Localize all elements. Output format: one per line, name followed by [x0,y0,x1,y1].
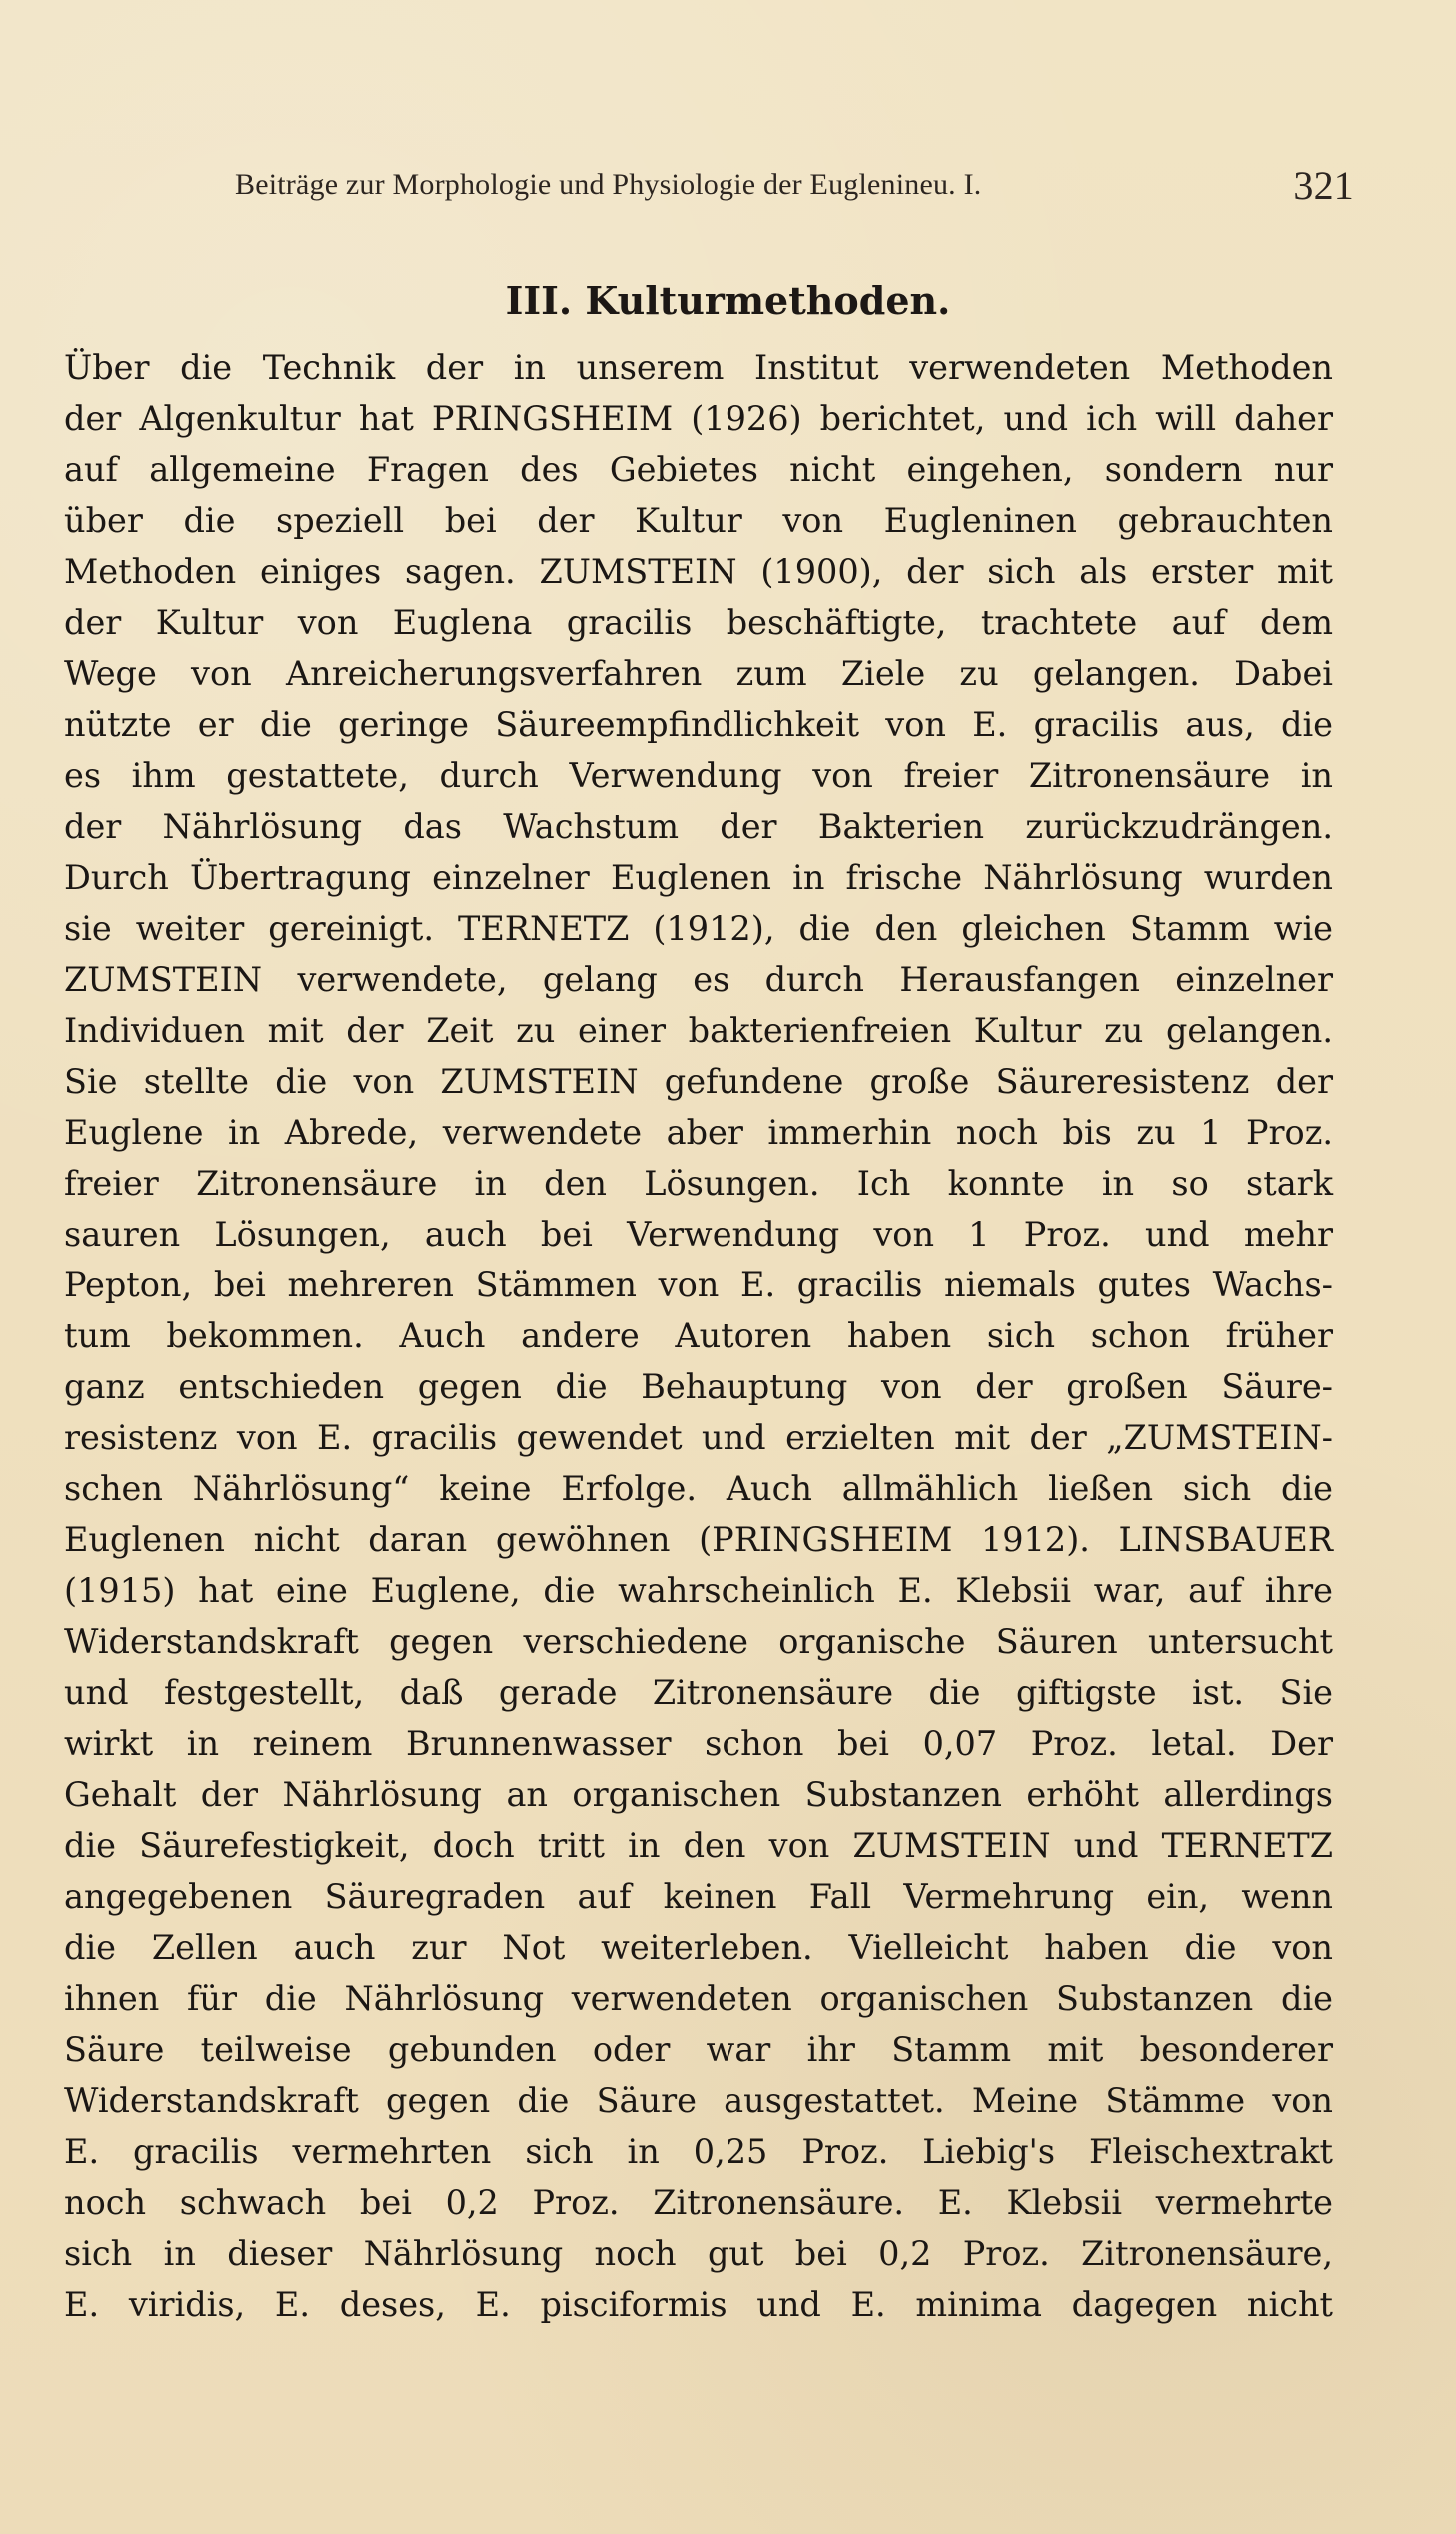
text-line: ganz entschieden gegen die Behauptung von der großen Säure- [64,1367,1333,1406]
text-line: noch schwach bei 0,2 Proz. Zitronensäure. E. Klebsii vermehrte [64,2183,1333,2222]
text-line: Pepton, bei mehreren Stämmen von E. gracilis niemals gutes Wachs- [64,1266,1333,1304]
text-line: es ihm gestattete, durch Verwendung von freier Zitronensäure in [64,756,1333,795]
text-line: die Säurefestigkeit, doch tritt in den von ZUMSTEIN und TERNETZ [64,1826,1333,1865]
text-line: freier Zitronensäure in den Lösungen. Ich konnte in so stark [64,1164,1333,1203]
section-title: III. Kulturmethoden. [505,278,951,323]
text-line: E. viridis, E. deses, E. pisciformis und E. minima dagegen nicht [64,2285,1333,2324]
text-line: angegebenen Säuregraden auf keinen Fall Vermehrung ein, wenn [64,1877,1333,1916]
text-line: sich in dieser Nährlösung noch gut bei 0,2 Proz. Zitronensäure, [64,2234,1333,2273]
text-line: Durch Übertragung einzelner Euglenen in frische Nährlösung wurden [64,858,1333,897]
text-line: schen Nährlösung“ keine Erfolge. Auch allmählich ließen sich die [64,1469,1333,1508]
text-line: sie weiter gereinigt. TERNETZ (1912), die den gleichen Stamm wie [64,909,1333,948]
body-text [64,342,1333,2330]
header-title: Beiträge zur Morphologie und Physiologie der Euglenineu. I. [235,168,982,201]
text-line: tum bekommen. Auch andere Autoren haben sich schon früher [64,1316,1333,1355]
text-line: Individuen mit der Zeit zu einer bakterienfreien Kultur zu gelangen. [64,1011,1333,1050]
text-line: wirkt in reinem Brunnenwasser schon bei 0,07 Proz. letal. Der [64,1724,1333,1763]
page-number: 321 [1293,163,1354,208]
text-line: und festgestellt, daß gerade Zitronensäure die giftigste ist. Sie [64,1673,1333,1712]
text-line: der Kultur von Euglena gracilis beschäftigte, trachtete auf dem [64,603,1333,642]
text-line: ZUMSTEIN verwendete, gelang es durch Herausfangen einzelner [64,960,1333,999]
text-line: E. gracilis vermehrten sich in 0,25 Proz. Liebig's Fleischextrakt [64,2132,1333,2171]
text-line: auf allgemeine Fragen des Gebietes nicht eingehen, sondern nur [64,450,1333,489]
text-line: der Algenkultur hat PRINGSHEIM (1926) berichtet, und ich will daher [64,399,1333,438]
text-line: Widerstandskraft gegen die Säure ausgestattet. Meine Stämme von [64,2081,1333,2120]
text-line: ihnen für die Nährlösung verwendeten organischen Substanzen die [64,1979,1333,2018]
text-line: Gehalt der Nährlösung an organischen Substanzen erhöht allerdings [64,1775,1333,1814]
text-line: Über die Technik der in unserem Institut verwendeten Methoden [64,348,1333,387]
text-line: über die speziell bei der Kultur von Eugleninen gebrauchten [64,501,1333,540]
text-line: Wege von Anreicherungsverfahren zum Ziele zu gelangen. Dabei [64,654,1333,693]
text-line: die Zellen auch zur Not weiterleben. Vielleicht haben die von [64,1928,1333,1967]
text-line: Widerstandskraft gegen verschiedene organische Säuren untersucht [64,1622,1333,1661]
text-line: der Nährlösung das Wachstum der Bakterien zurückzudrängen. [64,807,1333,846]
text-line: Euglenen nicht daran gewöhnen (PRINGSHEIM 1912). LINSBAUER [64,1520,1333,1559]
text-line: nützte er die geringe Säureempfindlichkeit von E. gracilis aus, die [64,705,1333,744]
text-line: Methoden einiges sagen. ZUMSTEIN (1900), der sich als erster mit [64,552,1333,591]
text-line: (1915) hat eine Euglene, die wahrscheinlich E. Klebsii war, auf ihre [64,1571,1333,1610]
text-line: sauren Lösungen, auch bei Verwendung von 1 Proz. und mehr [64,1215,1333,1254]
text-line: Säure teilweise gebunden oder war ihr Stamm mit besonderer [64,2030,1333,2069]
text-line: resistenz von E. gracilis gewendet und erzielten mit der „ZUMSTEIN- [64,1418,1333,1457]
running-header [235,162,1354,210]
text-line: Sie stellte die von ZUMSTEIN gefundene große Säureresistenz der [64,1062,1333,1101]
text-line: Euglene in Abrede, verwendete aber immerhin noch bis zu 1 Proz. [64,1113,1333,1152]
